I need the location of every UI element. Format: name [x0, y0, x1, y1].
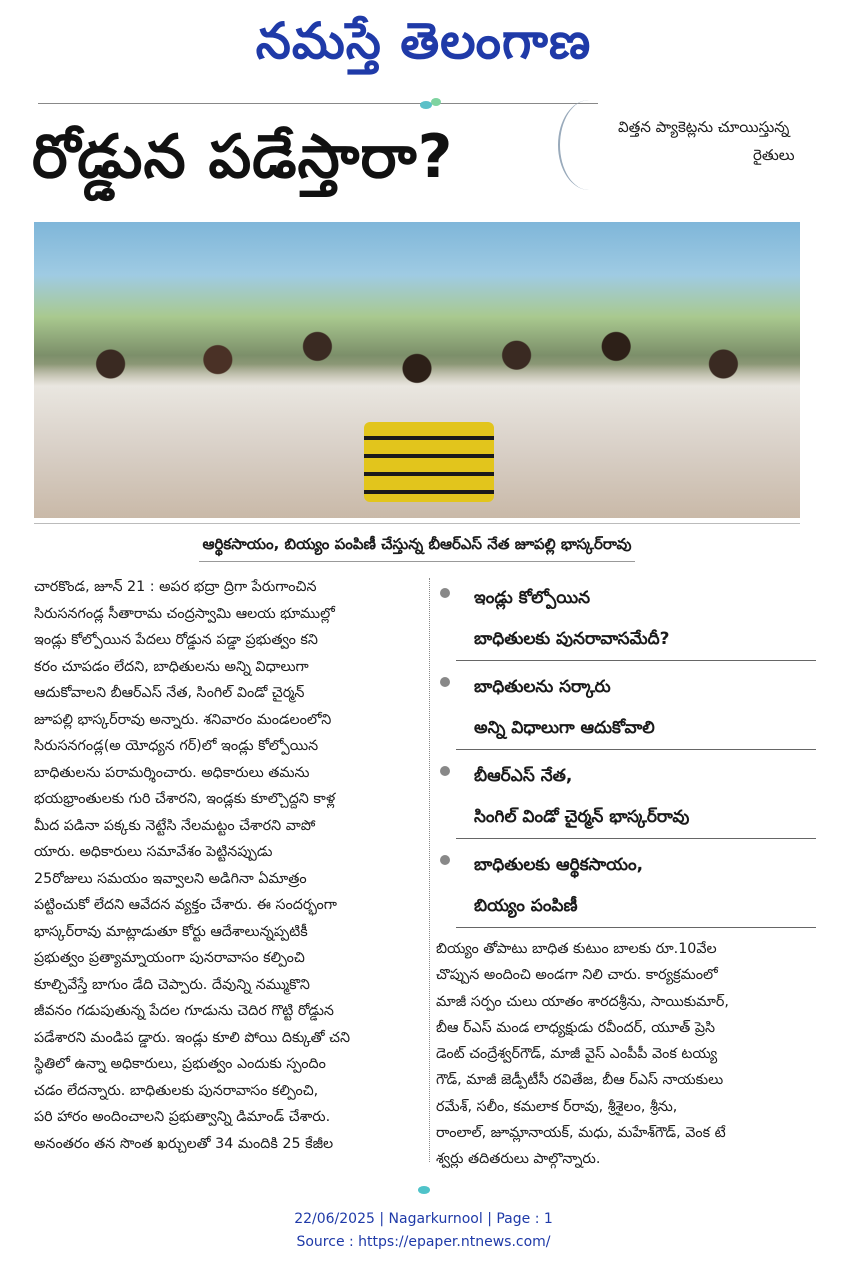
- article-line: డెంట్ చంద్రేశ్వర్‌గౌడ్, మాజీ వైస్ ఎంపీపీ వెంక టయ్య: [436, 1046, 718, 1063]
- highlight-item: [436, 667, 816, 750]
- article-line: మాజీ సర్పం చులు యాతం శారదశ్రీను, సాయికుమార్,: [436, 993, 729, 1010]
- article-line: 25రోజులు సమయం ఇవ్వాలని అడిగినా ఏమాత్రం: [34, 870, 307, 887]
- article-line: చారకొండ, జూన్ 21 : అపర భద్రా ద్రిగా పేరుగాంచిన: [34, 579, 317, 595]
- caption-rule: [34, 523, 800, 524]
- article-line: పడేశారని మండిప డ్డారు. ఇండ్లు కూలి పోయి దిక్కుతో చని: [34, 1029, 351, 1046]
- article-line: జూపల్లి భాస్కర్‌రావు అన్నారు. శనివారం మండలంలోని: [34, 711, 332, 728]
- end-mark-icon: [418, 1186, 430, 1194]
- decorative-arc: [558, 100, 620, 190]
- article-line: రాంలాల్, జూమ్లానాయక్, మధు, మహేశ్‌గౌడ్, వెంక టే: [436, 1125, 726, 1142]
- masthead: [0, 0, 847, 80]
- newspaper-logo: నమస్తే తెలంగాణ: [255, 12, 592, 70]
- highlight-line2: అన్ని విధాలుగా ఆదుకోవాలి: [456, 708, 816, 750]
- side-caption: [558, 110, 847, 180]
- highlight-item: [436, 845, 816, 928]
- sprout-icon: [418, 96, 444, 112]
- photo-caption-block: [34, 523, 800, 567]
- article-line: పట్టించుకో లేదని ఆవేదన వ్యక్తం చేశారు. ఈ సందర్భంగా: [34, 897, 337, 913]
- footer-date-edition: 22/06/2025 | Nagarkurnool | Page : 1: [294, 1211, 553, 1227]
- bullet-icon: [440, 766, 450, 776]
- highlight-line2: సింగిల్ విండో చైర్మన్ భాస్కర్‌రావు: [456, 797, 816, 839]
- article-line: కరం చూపడం లేదని, బాధితులను అన్ని విధాలుగా: [34, 658, 309, 675]
- article-line: శ్వర్లు తదితరులు పాల్గొన్నారు.: [436, 1151, 601, 1168]
- highlight-line1: బాధితులను సర్కారు: [474, 677, 611, 697]
- article-left-column: [34, 574, 426, 1174]
- article-line: బాధితులను పరామర్శించారు. అధికారులు తమను: [34, 764, 310, 781]
- bullet-icon: [440, 677, 450, 687]
- article-line: భయభ్రాంతులకు గురి చేశారని, ఇండ్లకు కూల్చొద్దని కాళ్ల: [34, 791, 336, 807]
- article-line: గౌడ్, మాజీ జెడ్పీటీసీ రవితేజ, బీఆ ర్‌ఎస్ నాయకులు: [436, 1072, 724, 1089]
- highlight-line1: బాధితులకు ఆర్థికసాయం,: [474, 855, 644, 875]
- column-divider: [429, 578, 430, 1162]
- side-caption-line2: రైతులు: [753, 146, 795, 164]
- top-rule: [38, 103, 598, 104]
- article-line: యారు. అధికారులు సమావేశం పెట్టినప్పుడు: [34, 844, 273, 860]
- highlight-item: [436, 756, 816, 839]
- article-right-column: [436, 936, 814, 1173]
- highlight-line2: బాధితులకు పునరావాసమేదీ?: [456, 619, 816, 661]
- photo-rice-sacks: [364, 422, 494, 502]
- bullet-icon: [440, 855, 450, 865]
- article-line: మీద పడినా పక్కకు నెట్టేసి నేలమట్టం చేశారని వాపో: [34, 817, 316, 834]
- article-line: పరి హారం అందించాలని ప్రభుత్వాన్ని డిమాండ్ చేశారు.: [34, 1109, 331, 1125]
- article-line: అనంతరం తన సొంత ఖర్చులతో 34 మందికి 25 కేజీల: [34, 1135, 334, 1152]
- highlights-box: [436, 578, 816, 934]
- side-caption-line1: విత్తన ప్యాకెట్లను చూయిస్తున్న: [618, 118, 790, 136]
- news-photo: [34, 222, 800, 518]
- article-line: బియ్యం తోపాటు బాధిత కుటుం బాలకు రూ.10వేల: [436, 941, 717, 957]
- article-line: సిరుసనగండ్ల(అ యోధ్యన గర్)లో ఇండ్లు కోల్పోయిన: [34, 738, 319, 754]
- article-line: బీఆ ర్‌ఎస్ మండ లాధ్యక్షుడు రవీందర్, యూత్ ప్రెసి: [436, 1019, 716, 1036]
- article-line: ప్రభుత్వం ప్రత్యామ్నాయంగా పునరావాసం కల్పించి: [34, 950, 305, 966]
- article-line: ఇండ్లు కోల్పోయిన పేదలు రోడ్డున పడ్డా ప్రభుత్వం కని: [34, 632, 318, 648]
- highlight-item: [436, 578, 816, 661]
- highlight-line1: ఇండ్లు కోల్పోయిన: [474, 588, 591, 608]
- highlight-line1: బీఆర్‌ఎస్ నేత,: [474, 766, 573, 786]
- article-line: రమేశ్, సలీం, కమలాక ర్‌రావు, శ్రీశైలం, శ్రీను,: [436, 1098, 678, 1115]
- article-line: జీవనం గడుపుతున్న పేదల గూడును చెదిర గొట్టి రోడ్డున: [34, 1003, 334, 1019]
- photo-caption: ఆర్థికసాయం, బియ్యం పంపిణీ చేస్తున్న బీఆర్‌ఎస్ నేత జూపల్లి భాస్కర్‌రావు: [199, 535, 636, 562]
- article-line: సిరుసనగండ్ల సీతారామ చంద్రస్వామి ఆలయ భూముల్లో: [34, 605, 335, 622]
- article-line: స్థితిలో ఉన్నా అధికారులు, ప్రభుత్వం ఎందుకు స్పందిం: [34, 1056, 326, 1072]
- article-line: భాస్కర్‌రావు మాట్లాడుతూ కోర్టు ఆదేశాలున్నప్పటికీ: [34, 923, 308, 940]
- footer-source-link[interactable]: Source : https://epaper.ntnews.com/: [296, 1234, 551, 1250]
- article-line: ఆదుకోవాలని బీఆర్‌ఎస్ నేత, సింగిల్ విండో చైర్మన్: [34, 685, 305, 701]
- headline: రోడ్డున పడేస్తారా?: [32, 122, 454, 192]
- article-line: కూల్చివేస్తే బాగుం డేది చెప్పారు. దేవున్ని నమ్ముకొని: [34, 976, 310, 993]
- bullet-icon: [440, 588, 450, 598]
- article-line: చొప్పున అందించి అండగా నిలి చారు. కార్యక్రమంలో: [436, 967, 718, 984]
- highlight-line2: బియ్యం పంపిణీ: [456, 886, 816, 928]
- article-line: చడం లేదన్నారు. బాధితులకు పునరావాసం కల్పించి,: [34, 1082, 319, 1099]
